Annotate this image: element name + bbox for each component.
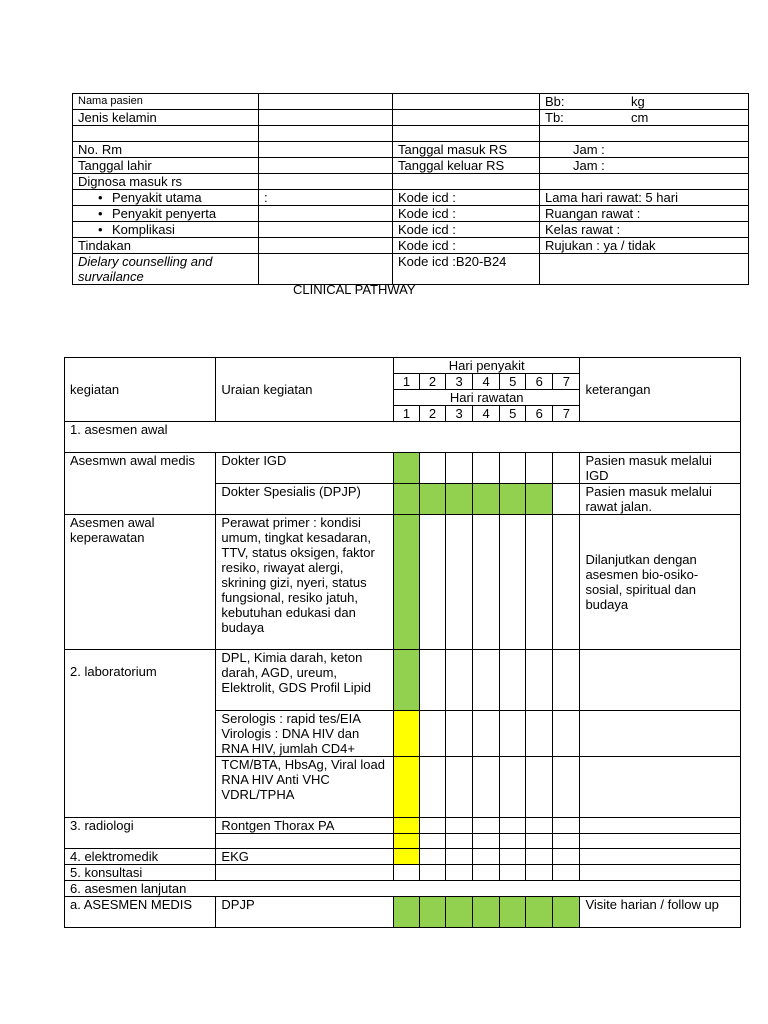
day-cell — [446, 897, 473, 928]
label-kelas: Kelas rawat : — [540, 222, 749, 238]
row-lab1 — [65, 650, 741, 711]
bullet-icon: • — [98, 206, 103, 221]
row-rontgen — [65, 818, 741, 834]
label-kode-icd-1: Kode icd : — [393, 190, 540, 206]
label-lab2: Serologis : rapid tes/EIA Virologis : DNA HIV dan RNA HIV, jumlah CD4+ — [216, 711, 394, 757]
day-header: 3 — [446, 406, 473, 422]
day-cell — [419, 834, 445, 849]
row-perawat — [65, 515, 741, 650]
day-cell — [446, 650, 473, 711]
day-cell — [393, 453, 419, 484]
bullet-icon: • — [98, 190, 103, 205]
day-cell — [393, 515, 419, 650]
day-cell — [419, 453, 445, 484]
cell-empty — [540, 254, 749, 285]
cell-empty — [393, 110, 540, 126]
day-cell — [500, 834, 526, 849]
day-cell — [500, 757, 526, 818]
day-cell — [526, 897, 553, 928]
day-cell — [500, 711, 526, 757]
day-cell — [553, 897, 580, 928]
label-lama-rawat: Lama hari rawat: 5 hari — [540, 190, 749, 206]
row-penyakit-penyerta — [73, 206, 749, 222]
day-cell — [393, 757, 419, 818]
label-dokter-spesialis: Dokter Spesialis (DPJP) — [216, 484, 394, 515]
day-cell — [446, 849, 473, 865]
label-laboratorium: 2. laboratorium — [65, 650, 216, 818]
cell-empty — [259, 142, 393, 158]
label-kode-icd-3: Kode icd : — [393, 222, 540, 238]
label-penyakit-penyerta: Penyakit penyerta — [112, 206, 217, 221]
cell-bb — [540, 94, 749, 110]
row-konsultasi — [65, 865, 741, 881]
bullet-icon: • — [98, 222, 103, 237]
cell-empty — [393, 94, 540, 110]
day-header: 1 — [393, 374, 419, 390]
day-header: 3 — [446, 374, 473, 390]
label-jam-masuk: Jam : — [573, 142, 605, 157]
row-komplikasi — [73, 222, 749, 238]
cell-empty — [259, 238, 393, 254]
label-tb: Tb: — [545, 110, 564, 125]
day-cell — [393, 484, 419, 515]
day-cell — [446, 757, 473, 818]
day-cell — [473, 515, 500, 650]
cell-empty — [259, 206, 393, 222]
day-cell — [500, 515, 526, 650]
day-cell — [473, 834, 500, 849]
label-kode-icd-2: Kode icd : — [393, 206, 540, 222]
unit-cm: cm — [631, 110, 649, 125]
cell-empty — [393, 126, 540, 142]
unit-kg: kg — [631, 94, 645, 109]
day-cell — [419, 650, 445, 711]
day-cell — [393, 897, 419, 928]
label-elektromedik: 4. elektromedik — [65, 849, 216, 865]
patient-info-table — [72, 93, 749, 285]
ket-empty — [580, 849, 741, 865]
day-cell — [446, 484, 473, 515]
label-diagnosa: Dignosa masuk rs — [73, 174, 259, 190]
ket-empty — [580, 650, 741, 711]
day-cell — [393, 834, 419, 849]
row-diagnosa — [73, 174, 749, 190]
day-header: 6 — [526, 374, 553, 390]
row-no-rm — [73, 142, 749, 158]
cell-penyakit-penyerta — [73, 206, 259, 222]
row-diet — [73, 254, 749, 285]
label-komplikasi: Komplikasi — [112, 222, 175, 237]
header-keterangan: keterangan — [580, 358, 741, 422]
cell-jam-2 — [540, 158, 749, 174]
header-row-1 — [65, 358, 741, 374]
day-cell — [419, 897, 445, 928]
day-cell — [553, 484, 580, 515]
cell-empty — [259, 110, 393, 126]
day-header: 5 — [500, 406, 526, 422]
cell-empty — [540, 174, 749, 190]
ket-igd: Pasien masuk melalui IGD — [580, 453, 741, 484]
row-penyakit-utama — [73, 190, 749, 206]
label-nama-pasien: Nama pasien — [73, 94, 259, 110]
day-cell — [553, 515, 580, 650]
label-tanggal-masuk: Tanggal masuk RS — [393, 142, 540, 158]
cell-empty — [540, 126, 749, 142]
cell-tb — [540, 110, 749, 126]
day-header: 7 — [553, 374, 580, 390]
day-cell — [526, 711, 553, 757]
label-diet: Dielary counselling and survailance — [73, 254, 259, 285]
section-asesmen-awal: 1. asesmen awal — [65, 422, 741, 453]
day-cell — [553, 849, 580, 865]
label-jam-keluar: Jam : — [573, 158, 605, 173]
label-kode-icd-4: Kode icd : — [393, 238, 540, 254]
day-header: 6 — [526, 406, 553, 422]
label-dokter-igd: Dokter IGD — [216, 453, 394, 484]
row-nama-pasien — [73, 94, 749, 110]
row-jenis-kelamin — [73, 110, 749, 126]
day-cell — [473, 484, 500, 515]
day-cell — [446, 865, 473, 881]
header-uraian: Uraian kegiatan — [216, 358, 394, 422]
cell-empty — [259, 222, 393, 238]
label-tindakan: Tindakan — [73, 238, 259, 254]
label-konsultasi: 5. konsultasi — [65, 865, 216, 881]
day-cell — [473, 849, 500, 865]
label-lab1: DPL, Kimia darah, keton darah, AGD, ureum, Elektrolit, GDS Profil Lipid — [216, 650, 394, 711]
day-cell — [526, 818, 553, 834]
section-row — [65, 422, 741, 453]
header-hari-rawatan: Hari rawatan — [393, 390, 580, 406]
label-jenis-kelamin: Jenis kelamin — [73, 110, 259, 126]
label-ruangan: Ruangan rawat : — [540, 206, 749, 222]
day-cell — [446, 818, 473, 834]
day-cell — [500, 897, 526, 928]
day-cell — [473, 818, 500, 834]
day-header: 1 — [393, 406, 419, 422]
day-cell — [553, 757, 580, 818]
cell-empty — [73, 126, 259, 142]
day-cell — [419, 484, 445, 515]
day-cell — [473, 650, 500, 711]
label-tanggal-keluar: Tanggal keluar RS — [393, 158, 540, 174]
day-cell — [500, 484, 526, 515]
row-dokter-igd — [65, 453, 741, 484]
day-cell — [526, 757, 553, 818]
day-cell — [419, 849, 445, 865]
label-rujukan: Rujukan : ya / tidak — [540, 238, 749, 254]
ket-visite: Visite harian / follow up — [580, 897, 741, 928]
label-asesmen-lanjut-medis: a. ASESMEN MEDIS — [65, 897, 216, 928]
day-cell — [526, 515, 553, 650]
day-cell — [393, 865, 419, 881]
cell-empty — [259, 174, 393, 190]
label-ekg: EKG — [216, 849, 394, 865]
day-header: 4 — [473, 374, 500, 390]
row-tindakan — [73, 238, 749, 254]
day-cell — [419, 711, 445, 757]
day-cell — [500, 849, 526, 865]
day-cell — [500, 865, 526, 881]
day-header: 4 — [473, 406, 500, 422]
day-header: 2 — [419, 374, 445, 390]
day-cell — [553, 818, 580, 834]
label-perawat: Perawat primer : kondisi umum, tingkat kesadaran, TTV, status oksigen, faktor resiko, riwayat alergi, skrining gizi, nyeri, status fungsional, resiko jatuh, kebutuhan edukasi dan budaya — [216, 515, 394, 650]
clinical-pathway-table — [64, 357, 741, 928]
ket-rawat-jalan: Pasien masuk melalui rawat jalan. — [580, 484, 741, 515]
day-cell — [553, 834, 580, 849]
day-cell — [446, 711, 473, 757]
label-dpjp: DPJP — [216, 897, 394, 928]
pathway-title: CLINICAL PATHWAY — [293, 282, 416, 297]
label-bb: Bb: — [545, 94, 565, 109]
day-cell — [526, 650, 553, 711]
ket-empty — [580, 865, 741, 881]
day-cell — [553, 711, 580, 757]
cell-empty — [259, 94, 393, 110]
day-cell — [419, 818, 445, 834]
cell-jam-1 — [540, 142, 749, 158]
ket-empty — [580, 834, 741, 849]
day-cell — [526, 834, 553, 849]
day-cell — [419, 515, 445, 650]
cell-penyakit-utama — [73, 190, 259, 206]
day-cell — [393, 711, 419, 757]
row-tanggal-lahir — [73, 158, 749, 174]
day-cell — [393, 818, 419, 834]
cell-empty — [259, 126, 393, 142]
header-hari-penyakit: Hari penyakit — [393, 358, 580, 374]
cell-empty — [259, 158, 393, 174]
day-cell — [500, 453, 526, 484]
day-cell — [473, 453, 500, 484]
day-cell — [419, 757, 445, 818]
day-header: 7 — [553, 406, 580, 422]
day-cell — [553, 865, 580, 881]
cell-komplikasi — [73, 222, 259, 238]
ket-empty — [580, 711, 741, 757]
ket-empty — [580, 757, 741, 818]
day-cell — [393, 650, 419, 711]
day-cell — [473, 897, 500, 928]
ket-perawat: Dilanjutkan dengan asesmen bio-osiko-sosial, spiritual dan budaya — [580, 515, 741, 650]
row-dpjp — [65, 897, 741, 928]
day-header: 2 — [419, 406, 445, 422]
cell-empty — [216, 865, 394, 881]
label-kode-icd-5: Kode icd :B20-B24 — [393, 254, 540, 285]
cell-empty — [393, 174, 540, 190]
row-empty — [73, 126, 749, 142]
label-rontgen: Rontgen Thorax PA — [216, 818, 394, 834]
label-penyakit-utama: Penyakit utama — [112, 190, 202, 205]
day-cell — [500, 650, 526, 711]
day-cell — [553, 650, 580, 711]
day-cell — [446, 834, 473, 849]
label-radiologi: 3. radiologi — [65, 818, 216, 849]
day-cell — [446, 453, 473, 484]
day-header: 5 — [500, 374, 526, 390]
day-cell — [526, 849, 553, 865]
cell-empty — [216, 834, 394, 849]
row-ekg — [65, 849, 741, 865]
day-cell — [446, 515, 473, 650]
day-cell — [526, 453, 553, 484]
day-cell — [473, 711, 500, 757]
cell-empty — [259, 254, 393, 285]
cell-colon: : — [259, 190, 393, 206]
day-cell — [473, 865, 500, 881]
label-no-rm: No. Rm — [73, 142, 259, 158]
label-lab3: TCM/BTA, HbsAg, Viral load RNA HIV Anti VHC VDRL/TPHA — [216, 757, 394, 818]
section-asesmen-lanjutan: 6. asesmen lanjutan — [65, 881, 741, 897]
label-asesmen-keperawatan: Asesmen awal keperawatan — [65, 515, 216, 650]
ket-empty — [580, 818, 741, 834]
day-cell — [473, 757, 500, 818]
day-cell — [500, 818, 526, 834]
label-asesmen-medis: Asesmwn awal medis — [65, 453, 216, 515]
label-tanggal-lahir: Tanggal lahir — [73, 158, 259, 174]
header-kegiatan: kegiatan — [65, 358, 216, 422]
section-row — [65, 881, 741, 897]
day-cell — [553, 453, 580, 484]
day-cell — [526, 484, 553, 515]
day-cell — [526, 865, 553, 881]
day-cell — [419, 865, 445, 881]
day-cell — [393, 849, 419, 865]
